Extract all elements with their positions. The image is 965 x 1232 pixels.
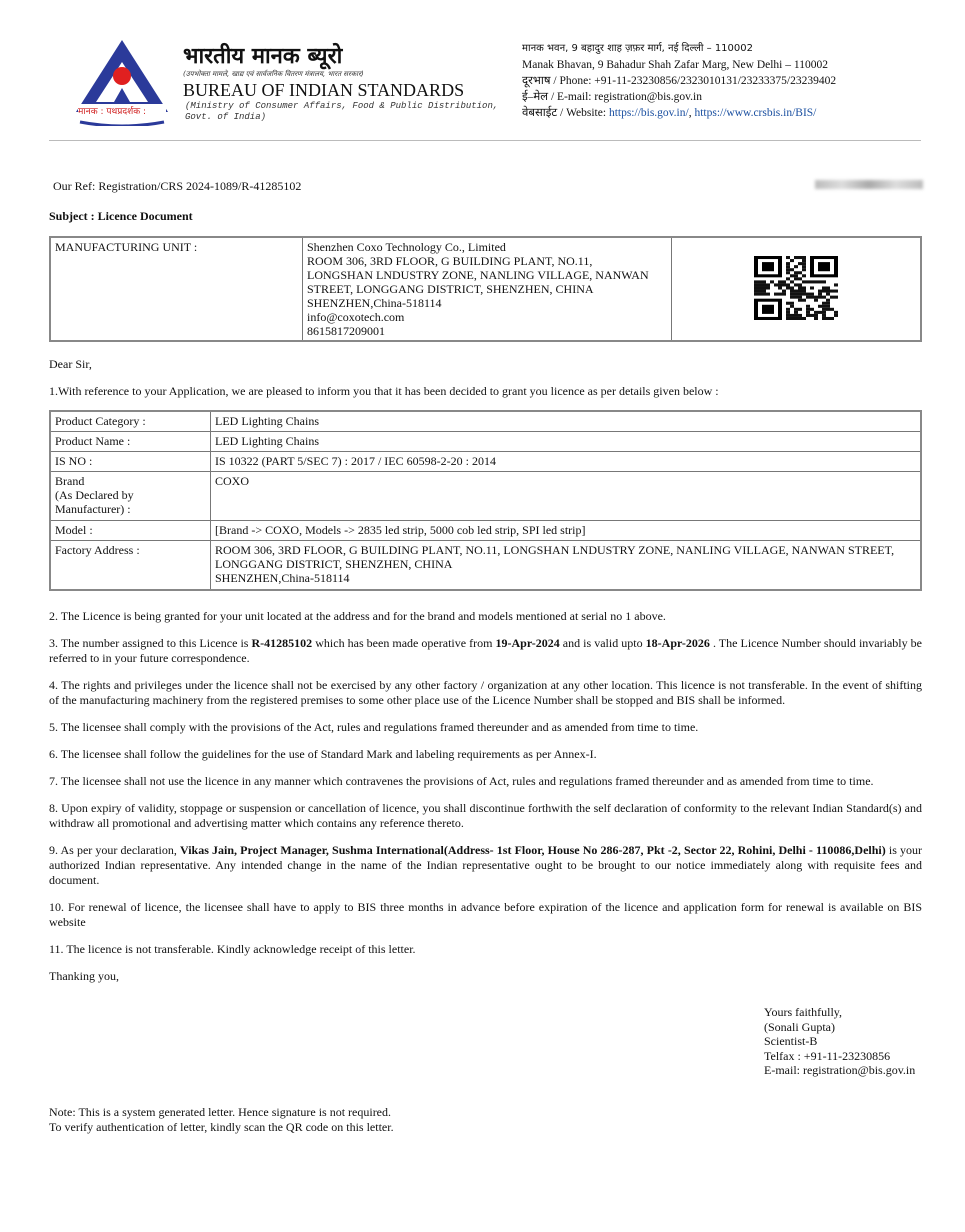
text-segment: 9. As per your declaration,: [49, 843, 180, 857]
table-row: [50, 521, 921, 541]
signature-line: Scientist-B: [764, 1034, 818, 1048]
text-segment: 18-Apr-2026: [645, 636, 710, 650]
detail-value: [Brand -> COXO, Models -> 2835 led strip, 5000 cob led strip, SPI led strip]: [211, 521, 922, 541]
signature-line: Yours faithfully,: [764, 1005, 843, 1019]
text-segment: R-41285102: [251, 636, 313, 650]
text-segment: 7. The licensee shall not use the licence in any manner which contravenes the provisions of Act, rules and regulations framed thereunder and as amended from time to time.: [49, 774, 874, 788]
paragraph-2: [49, 609, 922, 624]
table-row: [50, 541, 921, 591]
text-segment: 2. The Licence is being granted for your unit located at the address and for the brand and models mentioned at serial no 1 above.: [49, 609, 666, 623]
detail-value: LED Lighting Chains: [211, 411, 922, 432]
address-line: STREET, LONGGANG DISTRICT, SHENZHEN, CHINA: [307, 282, 594, 296]
contact-block: [522, 41, 836, 121]
website-label: वेबसाईट / Website:: [522, 107, 609, 119]
detail-label: Brand (As Declared by Manufacturer) :: [50, 472, 211, 521]
detail-value: COXO: [211, 472, 922, 521]
logo-motto: मानक : पथप्रदर्शक :: [78, 107, 147, 117]
text-segment: is your authorized Indian representative. Any intended change in the name of the Indian representative ought to be brought to our notice immediately along with requisite fees and document.: [49, 843, 923, 887]
text-segment: 19-Apr-2024: [495, 636, 560, 650]
address-line: SHENZHEN,China-518114: [307, 296, 442, 310]
salutation: Dear Sir,: [49, 357, 92, 371]
paragraph-5: [49, 720, 922, 735]
text-segment: 5. The licensee shall comply with the provisions of the Act, rules and regulations framed thereunder and as amended from time to time.: [49, 720, 699, 734]
ministry-english-1: (Ministry of Consumer Affairs, Food & Public Distribution,: [185, 101, 499, 111]
org-name-hindi: भारतीय मानक ब्यूरो: [183, 44, 343, 69]
text-segment: 8. Upon expiry of validity, stoppage or suspension or cancellation of licence, you shall discontinue forthwith the self declaration of conformity to the relevant Indian Standard(s) and withdraw all promotional and advertising matter which contains any reference thereto.: [49, 801, 922, 830]
text-segment: Vikas Jain, Project Manager, Sushma International(Address- 1st Floor, House No 286-287, Pkt -2, Sector 22, Rohini, Delhi - 110086,Delhi): [179, 843, 886, 857]
detail-label: Product Category :: [50, 411, 211, 432]
address-line: ROOM 306, 3RD FLOOR, G BUILDING PLANT, NO.11,: [307, 254, 593, 268]
text-segment: 10. For renewal of licence, the licensee shall have to apply to BIS three months in advance before expiration of the licence and application form for renewal is available on BIS website: [49, 900, 922, 929]
text-segment: . The Licence Number should invariably be referred to in your future correspondence.: [49, 636, 922, 665]
detail-value: LED Lighting Chains: [211, 432, 922, 452]
qr-cell: [672, 237, 922, 341]
footer-note: [49, 1105, 394, 1135]
paragraph-6: [49, 747, 922, 762]
ministry-hindi: (उपभोक्ता मामले, खाद्य एवं सार्वजनिक वितरण मंत्रालय, भारत सरकार): [183, 70, 364, 78]
paragraph-4: [49, 678, 922, 708]
signature-line: (Sonali Gupta): [764, 1019, 835, 1034]
address-line: LONGSHAN LNDUSTRY ZONE, NANLING VILLAGE, NANWAN: [307, 268, 649, 282]
ministry-english-2: Govt. of India): [185, 112, 267, 122]
phone: दूरभाष / Phone: +91-11-23230856/2323010131/23233375/23239402: [522, 75, 837, 87]
note-line: To verify authentication of letter, kindly scan the QR code on this letter.: [49, 1120, 394, 1134]
paragraph-9: [49, 843, 922, 888]
text-segment: 11. The licence is not transferable. Kindly acknowledge receipt of this letter.: [49, 942, 416, 956]
manufacturing-unit-table: [49, 236, 922, 342]
paragraph-7: [49, 774, 922, 789]
licence-details-table: [49, 410, 922, 591]
signature-block: [764, 1005, 915, 1078]
detail-label: IS NO :: [50, 452, 211, 472]
email: ई–मेल / E-mail: registration@bis.gov.in: [522, 91, 702, 103]
paragraph-10: [49, 900, 922, 930]
signature-line: Telfax : +91-11-23230856: [764, 1048, 891, 1063]
manufacturing-unit-address: [303, 237, 672, 341]
paragraph-11: [49, 942, 922, 957]
address-line: Shenzhen Coxo Technology Co., Limited: [307, 240, 506, 254]
website-sep: ,: [688, 107, 695, 119]
org-name-english: BUREAU OF INDIAN STANDARDS: [183, 80, 465, 100]
text-segment: 6. The licensee shall follow the guidelines for the use of Standard Mark and labeling requirements as per Annex-I.: [49, 747, 597, 761]
conditions: [49, 609, 922, 996]
detail-label: Factory Address :: [50, 541, 211, 591]
note-line: Note: This is a system generated letter. Hence signature is not required.: [49, 1105, 392, 1119]
intro-paragraph: 1.With reference to your Application, we are pleased to inform you that it has been decided to grant you licence as per details given below :: [49, 384, 719, 398]
address-english: Manak Bhavan, 9 Bahadur Shah Zafar Marg, New Delhi – 110002: [522, 59, 828, 71]
address-hindi: मानक भवन, 9 बहादुर शाह ज़फ़र मार्ग, नई दिल्ली – 110002: [522, 43, 753, 54]
detail-value: IS 10322 (PART 5/SEC 7) : 2017 / IEC 60598-2-20 : 2014: [211, 452, 922, 472]
table-row: [50, 432, 921, 452]
text-segment: which has been made operative from: [312, 636, 496, 650]
subject: Subject : Licence Document: [49, 209, 193, 223]
reference-number: Our Ref: Registration/CRS 2024-1089/R-41285102: [53, 179, 302, 193]
signature-line: E-mail: registration@bis.gov.in: [764, 1063, 916, 1077]
paragraph-3: [49, 636, 922, 666]
text-segment: 4. The rights and privileges under the licence shall not be exercised by any other factory / organization at any other location. This licence is not transferable. In the event of shifting of the manufacturing machinery from the registered premises to some other place use of the Licence Number shall be stopped and BIS shall be informed.: [49, 678, 922, 707]
website-line: [522, 105, 836, 121]
paragraph-8: [49, 801, 922, 831]
website-link-crsbis[interactable]: https://www.crsbis.in/BIS/: [694, 107, 817, 119]
text-segment: and is valid upto: [559, 636, 646, 650]
address-line: 8615817209001: [307, 324, 385, 338]
detail-value: ROOM 306, 3RD FLOOR, G BUILDING PLANT, NO.11, LONGSHAN LNDUSTRY ZONE, NANLING VILLAGE, NANWAN STREET, LONGGANG DISTRICT, SHENZHEN, CHINA SHENZHEN,China-518114: [211, 541, 922, 591]
table-row: [50, 411, 921, 432]
redacted-date: [815, 180, 923, 189]
table-row: [50, 452, 921, 472]
table-row: [50, 472, 921, 521]
text-segment: Thanking you,: [49, 969, 119, 983]
text-segment: 3. The number assigned to this Licence is: [49, 636, 252, 650]
address-line: info@coxotech.com: [307, 310, 405, 324]
website-link-bis[interactable]: https://bis.gov.in/: [608, 107, 689, 119]
manufacturing-unit-label: MANUFACTURING UNIT :: [50, 237, 303, 341]
qr-code-icon: [754, 256, 838, 320]
detail-label: Product Name :: [50, 432, 211, 452]
detail-label: Model :: [50, 521, 211, 541]
header-divider: [49, 140, 921, 141]
paragraph-12: [49, 969, 922, 984]
